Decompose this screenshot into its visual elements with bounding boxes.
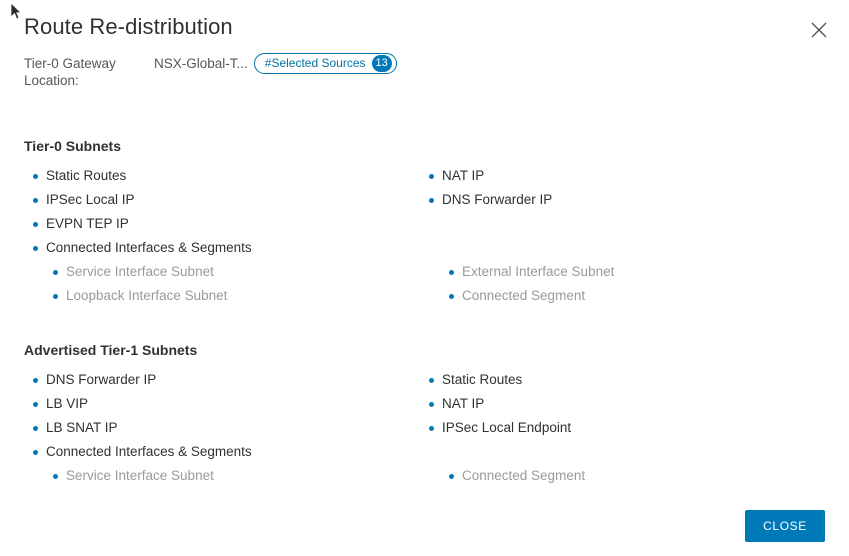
- list-item[interactable]: NAT IP: [420, 164, 816, 188]
- section-tier0-subnets: [24, 138, 824, 308]
- list-item[interactable]: External Interface Subnet: [420, 260, 816, 284]
- section-tier0-left-column: [24, 164, 420, 308]
- list-item[interactable]: Service Interface Subnet: [24, 464, 420, 488]
- list-item[interactable]: IPSec Local Endpoint: [420, 416, 816, 440]
- list-item[interactable]: Static Routes: [24, 164, 420, 188]
- list-item[interactable]: LB VIP: [24, 392, 420, 416]
- section-tier1-left-column: [24, 368, 420, 488]
- list-item[interactable]: NAT IP: [420, 392, 816, 416]
- tier0-gateway-location-label: Tier-0 Gateway Location:: [24, 56, 116, 88]
- tier1-right-list: [420, 368, 816, 488]
- list-item[interactable]: Service Interface Subnet: [24, 260, 420, 284]
- tier1-left-list: [24, 368, 420, 488]
- tier0-right-list: [420, 164, 816, 308]
- list-item[interactable]: EVPN TEP IP: [24, 212, 420, 236]
- close-icon[interactable]: [807, 18, 831, 42]
- dialog-footer: [745, 510, 825, 542]
- list-item[interactable]: Connected Segment: [420, 284, 816, 308]
- section-title: Tier-0 Subnets: [24, 138, 121, 154]
- list-item[interactable]: Connected Segment: [420, 464, 816, 488]
- section-title: Advertised Tier-1 Subnets: [24, 342, 198, 358]
- tier0-left-list: [24, 164, 420, 308]
- selected-sources-count: 13: [372, 55, 392, 72]
- list-item-spacer: [420, 212, 816, 236]
- list-item[interactable]: Connected Interfaces & Segments: [24, 440, 420, 464]
- section-tier0-right-column: [420, 164, 816, 308]
- list-item[interactable]: Loopback Interface Subnet: [24, 284, 420, 308]
- selected-sources-pill[interactable]: [254, 53, 397, 74]
- list-item[interactable]: IPSec Local IP: [24, 188, 420, 212]
- page-title: Route Re-distribution: [24, 14, 233, 39]
- section-advertised-tier1-subnets: [24, 342, 824, 488]
- close-button[interactable]: CLOSE: [745, 510, 825, 542]
- selected-sources-label: #Selected Sources: [264, 56, 366, 70]
- tier0-gateway-location-value: NSX-Global-T...: [154, 56, 248, 71]
- list-item-spacer: [420, 440, 816, 464]
- list-item[interactable]: DNS Forwarder IP: [420, 188, 816, 212]
- list-item[interactable]: Static Routes: [420, 368, 816, 392]
- section-tier1-right-column: [420, 368, 816, 488]
- list-item-spacer: [420, 236, 816, 260]
- list-item[interactable]: DNS Forwarder IP: [24, 368, 420, 392]
- list-item[interactable]: LB SNAT IP: [24, 416, 420, 440]
- tier0-gateway-location-row: [24, 55, 724, 89]
- list-item[interactable]: Connected Interfaces & Segments: [24, 236, 420, 260]
